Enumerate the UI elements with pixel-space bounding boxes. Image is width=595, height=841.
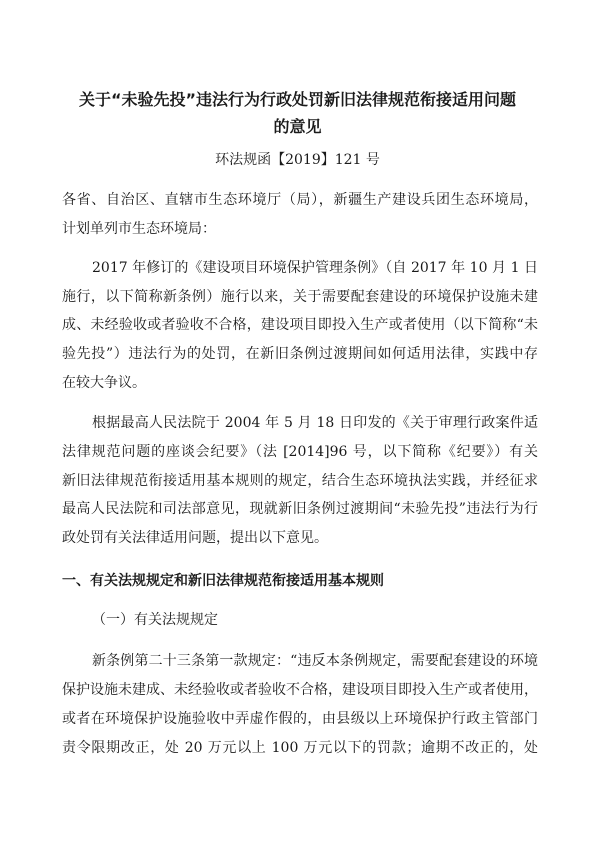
paragraph-line: 施行，以下简称新条例）施行以来，关于需要配套建设的环境保护设施未建	[62, 289, 538, 305]
document-title-line-1: 关于“未验先投”违法行为行政处罚新旧法律规范衔接适用问题	[78, 90, 517, 109]
paragraph-line: 法律规范问题的座谈会纪要》（法 [2014]96 号，以下简称《纪要》）有关	[62, 444, 538, 460]
salutation-line: 各省、自治区、直辖市生态环境厅（局），新疆生产建设兵团生态环境局，	[62, 192, 538, 208]
paragraph-line: 保护设施未建成、未经验收或者验收不合格，建设项目即投入生产或者使用，	[62, 682, 538, 698]
paragraph-line: 政处罚有关法律适用问题，提出以下意见。	[62, 530, 328, 546]
paragraph-line: 根据最高人民法院于 2004 年 5 月 18 日印发的《关于审理行政案件适	[92, 415, 538, 431]
paragraph-line: 新条例第二十三条第一款规定：“违反本条例规定，需要配套建设的环境	[92, 653, 538, 669]
paragraph-line: 成、未经验收或者验收不合格，建设项目即投入生产或者使用（以下简称“未	[62, 317, 538, 333]
section-heading: 一、有关法规规定和新旧法律规范衔接适用基本规则	[62, 573, 384, 589]
paragraph-line: 责令限期改正，处 20 万元以上 100 万元以下的罚款；逾期不改正的，处	[62, 740, 538, 756]
document-title-line-2: 的意见	[273, 117, 322, 136]
paragraph-line: 最高人民法院和司法部意见，现就新旧条例过渡期间“未验先投”违法行为行	[62, 501, 538, 517]
document-number: 环法规函【2019】121 号	[215, 152, 380, 168]
paragraph-line: 2017 年修订的《建设项目环境保护管理条例》（自 2017 年 10 月 1 日	[92, 260, 538, 276]
paragraph-line: 在较大争议。	[62, 375, 146, 391]
salutation-line: 计划单列市生态环境局：	[62, 221, 216, 237]
subsection-heading: （一）有关法规规定	[92, 612, 218, 628]
paragraph-line: 新旧法律规范衔接适用基本规则的规定，结合生态环境执法实践，并经征求	[62, 473, 538, 489]
paragraph-line: 或者在环境保护设施验收中弄虚作假的，由县级以上环境保护行政主管部门	[62, 711, 538, 727]
paragraph-line: 验先投”）违法行为的处罚，在新旧条例过渡期间如何适用法律，实践中存	[62, 346, 538, 362]
